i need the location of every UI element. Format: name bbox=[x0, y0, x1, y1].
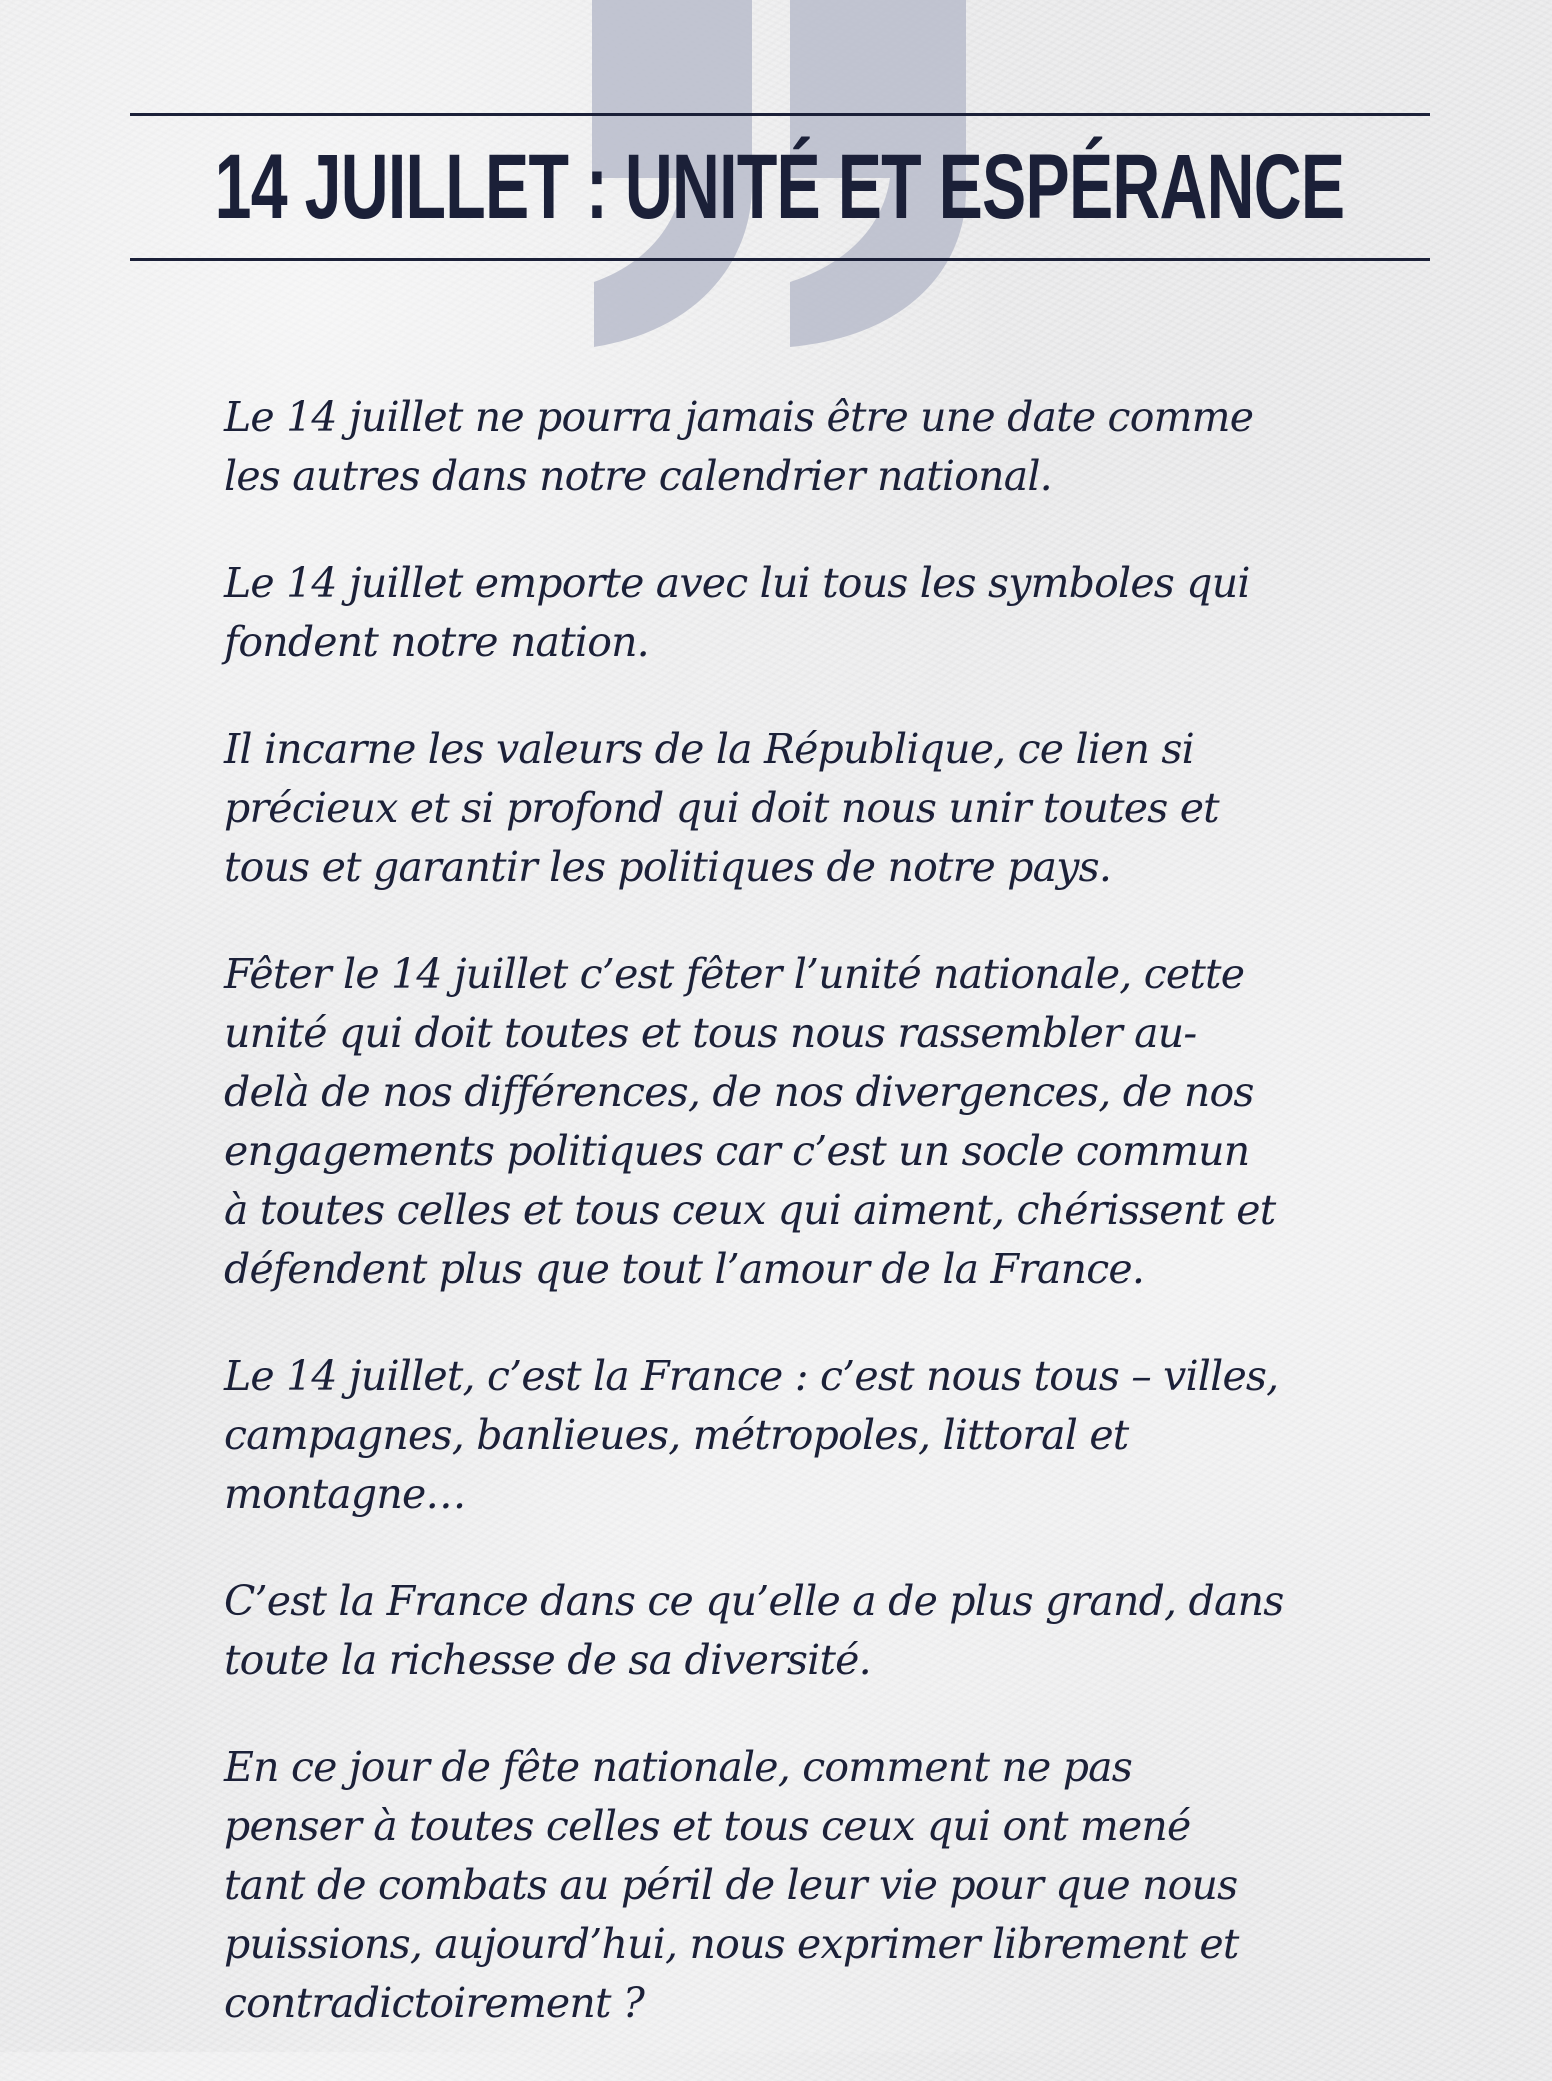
text-line: engagements politiques car c’est un socle commun bbox=[224, 1127, 1250, 1175]
text-line: unité qui doit toutes et tous nous rassembler au- bbox=[224, 1009, 1197, 1057]
text-line: Le 14 juillet ne pourra jamais être une date comme bbox=[224, 393, 1254, 441]
text-line: delà de nos différences, de nos divergences, de nos bbox=[224, 1068, 1254, 1116]
text-line: campagnes, banlieues, métropoles, littoral et bbox=[224, 1411, 1129, 1459]
text-line: les autres dans notre calendrier national. bbox=[224, 452, 1052, 500]
text-line: tous et garantir les politiques de notre pays. bbox=[224, 843, 1112, 891]
page-title: 14 JUILLET : UNITÉ ET ESPÉRANCE bbox=[215, 136, 1345, 238]
text-line: toute la richesse de sa diversité. bbox=[224, 1636, 871, 1684]
text-line: Le 14 juillet emporte avec lui tous les symboles qui bbox=[224, 559, 1250, 607]
title-banner bbox=[130, 113, 1430, 261]
text-line: fondent notre nation. bbox=[224, 618, 649, 666]
paragraph bbox=[224, 554, 1354, 672]
text-line: puissions, aujourd’hui, nous exprimer librement et bbox=[224, 1920, 1239, 1968]
paragraph bbox=[224, 388, 1354, 506]
text-line: Il incarne les valeurs de la République, ce lien si bbox=[224, 725, 1194, 773]
text-line: Fêter le 14 juillet c’est fêter l’unité nationale, cette bbox=[224, 950, 1245, 998]
statement-body bbox=[224, 388, 1354, 2081]
text-line: montagne… bbox=[224, 1470, 466, 1518]
text-line: précieux et si profond qui doit nous unir toutes et bbox=[224, 784, 1219, 832]
text-line: Le 14 juillet, c’est la France : c’est nous tous – villes, bbox=[224, 1352, 1279, 1400]
text-line: En ce jour de fête nationale, comment ne pas bbox=[224, 1743, 1133, 1791]
paragraph bbox=[224, 1572, 1354, 1690]
paragraph bbox=[224, 1738, 1354, 2033]
paragraph bbox=[224, 1347, 1354, 1524]
paragraph bbox=[224, 720, 1354, 897]
text-line: contradictoirement ? bbox=[224, 1979, 645, 2027]
text-line: à toutes celles et tous ceux qui aiment, chérissent et bbox=[224, 1186, 1276, 1234]
text-line: tant de combats au péril de leur vie pour que nous bbox=[224, 1861, 1238, 1909]
text-line: C’est la France dans ce qu’elle a de plus grand, dans bbox=[224, 1577, 1284, 1625]
paragraph bbox=[224, 945, 1354, 1299]
text-line: défendent plus que tout l’amour de la France. bbox=[224, 1245, 1145, 1293]
text-line: penser à toutes celles et tous ceux qui ont mené bbox=[224, 1802, 1191, 1850]
